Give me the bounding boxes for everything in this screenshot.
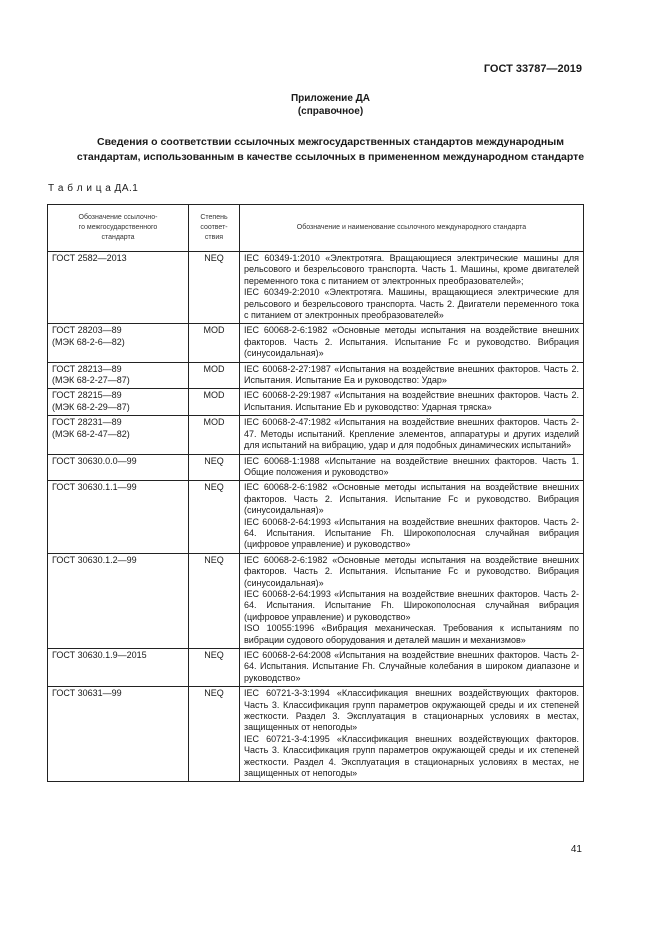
cell-name bbox=[240, 649, 584, 687]
table-row bbox=[48, 687, 584, 782]
standard-code: ГОСТ 28203—89 bbox=[52, 325, 122, 336]
header-text: Обозначение ссылочно- bbox=[78, 214, 158, 221]
appendix-subtitle: (справочное) bbox=[297, 106, 364, 117]
intl-standard: IEC 60349-2:2010 «Электротяга. Машины, вращающиеся электрические для рельсового и безрельсового транспорта. Часть 2. Двигатели переменного тока с питанием от электронных преобразователей» bbox=[244, 287, 579, 321]
cell-standard bbox=[48, 324, 189, 362]
cell-standard bbox=[48, 362, 189, 389]
cell-name bbox=[240, 416, 584, 454]
cell-standard bbox=[48, 454, 189, 481]
cell-standard bbox=[48, 481, 189, 553]
table-header-row bbox=[48, 205, 584, 252]
table-row bbox=[48, 553, 584, 648]
cell-degree: MOD bbox=[189, 416, 240, 454]
intl-standard: IEC 60068-2-47:1982 «Испытания на воздействие внешних факторов. Часть 2-47. Методы испытаний. Крепление элементов, аппаратуры и других изделий для испытаний на вибрацию, удар и для подобных динамических испытаний» bbox=[244, 417, 579, 451]
cell-degree: NEQ bbox=[189, 454, 240, 481]
cell-name bbox=[240, 389, 584, 416]
intl-standard: IEC 60721-3-4:1995 «Классификация внешних воздействующих факторов. Часть 3. Классификация групп параметров окружающей среды и их степеней жесткости. Раздел 4. Эксплуатация в стационарных условиях в местах, не защищенных от непогоды» bbox=[244, 733, 579, 779]
cell-name bbox=[240, 454, 584, 481]
cell-name bbox=[240, 553, 584, 648]
header-text: го межгосударственного bbox=[78, 224, 158, 231]
cell-degree: NEQ bbox=[189, 252, 240, 324]
header-standard bbox=[48, 205, 189, 252]
appendix-title-block bbox=[0, 92, 661, 118]
standard-code: ГОСТ 2582—2013 bbox=[52, 253, 127, 263]
cell-name bbox=[240, 324, 584, 362]
intl-standard: ISO 10055:1996 «Вибрация механическая. Требования к испытаниям по вибрации судового оборудования и деталей машин и механизмов» bbox=[244, 623, 579, 645]
cell-degree: NEQ bbox=[189, 649, 240, 687]
standard-equivalent: (МЭК 68-2-47—82) bbox=[52, 428, 130, 439]
intl-standard: IEC 60068-2-64:2008 «Испытания на воздействие внешних факторов. Часть 2-64. Испытания. Испытание Fh. Случайные колебания в широком диапазоне и руководство» bbox=[244, 650, 579, 683]
cell-degree: NEQ bbox=[189, 481, 240, 553]
standard-code: ГОСТ 30630.0.0—99 bbox=[52, 455, 137, 466]
intl-standard: IEC 60068-2-6:1982 «Основные методы испытания на воздействие внешних факторов. Часть 2. Испытания. Испытание Fc и руководство. Вибрация (синусоидальная)» bbox=[244, 325, 579, 359]
table-row bbox=[48, 362, 584, 389]
standard-code: ГОСТ 30630.1.1—99 bbox=[52, 482, 137, 493]
table-row bbox=[48, 481, 584, 553]
cell-standard bbox=[48, 649, 189, 687]
page-number: 41 bbox=[570, 844, 582, 855]
cell-name bbox=[240, 481, 584, 553]
header-name: Обозначение и наименование ссылочного международного стандарта bbox=[240, 205, 584, 252]
table-row bbox=[48, 324, 584, 362]
standard-code: ГОСТ 30630.1.9—2015 bbox=[52, 650, 147, 660]
table-row bbox=[48, 416, 584, 454]
standard-equivalent: (МЭК 68-2-27—87) bbox=[52, 375, 130, 386]
standard-code: ГОСТ 30631—99 bbox=[52, 688, 122, 699]
cell-standard bbox=[48, 252, 189, 324]
table-caption: Т а б л и ц а ДА.1 bbox=[48, 183, 139, 194]
standard-code: ГОСТ 30630.1.2—99 bbox=[52, 554, 137, 565]
standard-equivalent: (МЭК 68-2-6—82) bbox=[52, 336, 125, 347]
intl-standard: IEC 60068-2-29:1987 «Испытания на воздействие внешних факторов. Часть 2. Испытания. Испытание Eb и руководство: Ударная тряска» bbox=[244, 390, 579, 412]
document-code: ГОСТ 33787—2019 bbox=[483, 63, 582, 75]
cell-degree: MOD bbox=[189, 389, 240, 416]
cell-degree: NEQ bbox=[189, 553, 240, 648]
cell-name bbox=[240, 362, 584, 389]
intl-standard: IEC 60068-2-64:1993 «Испытания на воздействие внешних факторов. Часть 2-64. Испытания. Испытание Fh. Широкополосная случайная вибрация (цифровое управление) и руководство» bbox=[244, 588, 579, 622]
table-row bbox=[48, 649, 584, 687]
section-heading-line-2: стандартам, использованным в качестве ссылочных в примененном международном стандарте bbox=[76, 151, 585, 163]
cell-degree: MOD bbox=[189, 324, 240, 362]
standard-code: ГОСТ 28215—89 bbox=[52, 390, 122, 401]
reference-standards-table bbox=[47, 204, 584, 782]
header-text: стандарта bbox=[101, 234, 135, 241]
standard-code: ГОСТ 28213—89 bbox=[52, 363, 122, 374]
cell-standard bbox=[48, 553, 189, 648]
section-heading-line-1: Сведения о соответствии ссылочных межгосударственных стандартов международным bbox=[97, 136, 564, 148]
cell-degree: MOD bbox=[189, 362, 240, 389]
header-text: ствия bbox=[204, 234, 224, 241]
section-heading bbox=[40, 135, 621, 165]
intl-standard: IEC 60068-2-6:1982 «Основные методы испытания на воздействие внешних факторов. Часть 2. Испытания. Испытание Fc и руководство. Вибрация (синусоидальная)» bbox=[244, 482, 579, 516]
intl-standard: IEC 60721-3-3:1994 «Классификация внешних воздействующих факторов. Часть 3. Классификация групп параметров окружающей среды и их степеней жесткости. Раздел 3. Эксплуатация в стационарных условиях в местах, защищенных от непогоды» bbox=[244, 688, 579, 733]
cell-name bbox=[240, 252, 584, 324]
header-degree bbox=[189, 205, 240, 252]
table-row bbox=[48, 454, 584, 481]
intl-standard: IEC 60349-1:2010 «Электротяга. Вращающиеся электрические машины для рельсового и безрельсового транспорта. Часть 1. Машины, кроме двигателей переменного тока с питанием от электронных преобразователей»; bbox=[244, 253, 579, 286]
appendix-title: Приложение ДА bbox=[290, 93, 371, 104]
cell-degree: NEQ bbox=[189, 687, 240, 782]
intl-standard: IEC 60068-1:1988 «Испытание на воздействие внешних факторов. Часть 1. Общие положения и руководство» bbox=[244, 455, 579, 477]
table-row bbox=[48, 252, 584, 324]
cell-standard bbox=[48, 389, 189, 416]
cell-standard bbox=[48, 687, 189, 782]
intl-standard: IEC 60068-2-64:1993 «Испытания на воздействие внешних факторов. Часть 2-64. Испытания. Испытание Fh. Широкополосная случайная вибрация (цифровое управление) и руководство» bbox=[244, 516, 579, 550]
intl-standard: IEC 60068-2-6:1982 «Основные методы испытания на воздействие внешних факторов. Часть 2. Испытания. Испытание Fc и руководство. Вибрация (синусоидальная)» bbox=[244, 554, 579, 588]
header-text: Степень bbox=[200, 214, 228, 221]
table-row bbox=[48, 389, 584, 416]
cell-name bbox=[240, 687, 584, 782]
intl-standard: IEC 60068-2-27:1987 «Испытания на воздействие внешних факторов. Часть 2. Испытания. Испытание Ea и руководство: Удар» bbox=[244, 363, 579, 386]
standard-code: ГОСТ 28231—89 bbox=[52, 417, 122, 428]
header-text: соответ- bbox=[200, 224, 228, 231]
cell-standard bbox=[48, 416, 189, 454]
standard-equivalent: (МЭК 68-2-29—87) bbox=[52, 401, 130, 412]
